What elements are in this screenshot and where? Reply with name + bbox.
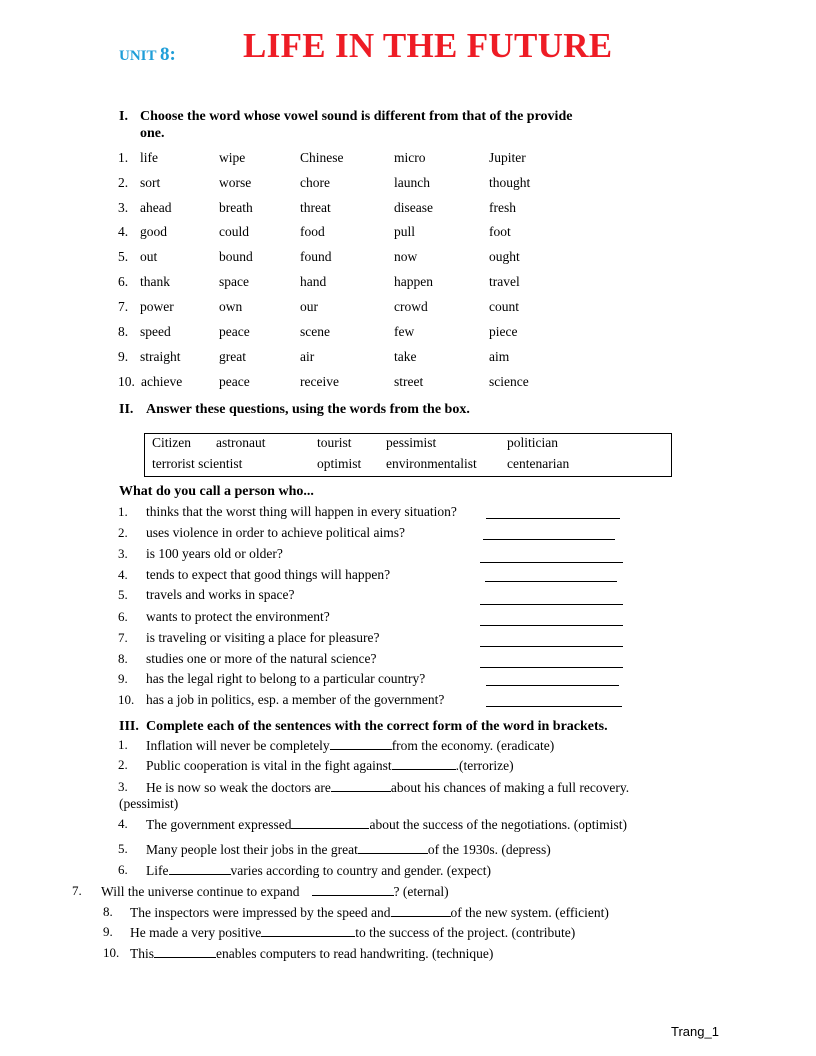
sentence-text-before: Many people lost their jobs in the great (146, 842, 358, 857)
row-number: 7. (118, 299, 129, 314)
word-option: good (140, 224, 167, 239)
question-text: has a job in politics, esp. a member of the government? (146, 692, 445, 707)
row-number: 8. (118, 324, 129, 339)
section2-subheading: What do you call a person who... (119, 484, 314, 499)
question-number: 10. (118, 692, 135, 707)
word-option: found (300, 249, 332, 264)
sentence-text-after: about the success of the negotiations. (optimist) (369, 817, 628, 832)
section1-instruction-line1: Choose the word whose vowel sound is different from that of the provide (140, 109, 573, 124)
box-word: optimist (317, 456, 362, 471)
word-option: wipe (219, 150, 246, 165)
word-option: piece (489, 324, 518, 339)
sentence-number: 1. (118, 737, 128, 752)
question-text: is 100 years old or older? (146, 546, 283, 561)
word-option: could (219, 224, 249, 239)
sentence-number: 3. (118, 779, 128, 794)
sentence-text-after: of the new system. (efficient) (450, 905, 609, 920)
word-option: science (489, 374, 529, 389)
question-number: 9. (118, 671, 128, 686)
answer-blank[interactable] (169, 862, 231, 875)
word-option: crowd (394, 299, 428, 314)
question-number: 1. (118, 504, 128, 519)
section3-numeral: III. (119, 719, 139, 734)
sentence (146, 816, 627, 833)
word-option: ought (489, 249, 520, 264)
word-option: aim (489, 349, 510, 364)
box-word: astronaut (216, 435, 266, 450)
sentence-text-after: to the success of the project. (contribute) (355, 925, 576, 940)
answer-blank[interactable] (261, 924, 355, 937)
unit-label: UNIT 8: (119, 44, 176, 65)
question-number: 3. (118, 546, 128, 561)
question-text: thinks that the worst thing will happen in every situation? (146, 504, 457, 519)
word-option: air (300, 349, 315, 364)
row-number: 2. (118, 175, 129, 190)
word-option: achieve (141, 374, 183, 389)
word-option: peace (219, 374, 250, 389)
answer-blank[interactable] (480, 562, 623, 563)
word-option: our (300, 299, 318, 314)
word-option: ahead (140, 200, 172, 215)
row-number: 6. (118, 274, 129, 289)
word-option: now (394, 249, 418, 264)
sentence-text-before: Inflation will never be completely (146, 738, 330, 753)
word-option: breath (219, 200, 253, 215)
question-text: uses violence in order to achieve political aims? (146, 525, 406, 540)
row-number: 10. (118, 374, 135, 389)
word-option: Jupiter (489, 150, 526, 165)
sentence (101, 883, 449, 900)
answer-blank[interactable] (486, 706, 622, 707)
question-number: 4. (118, 567, 128, 582)
word-option: scene (300, 324, 330, 339)
sentence (130, 904, 609, 921)
word-option: space (219, 274, 249, 289)
sentence-number: 7. (72, 883, 82, 898)
sentence-text-before: He is now so weak the doctors are (146, 780, 331, 795)
answer-blank[interactable] (330, 737, 392, 750)
row-number: 9. (118, 349, 129, 364)
word-option: travel (489, 274, 520, 289)
sentence-text-after: from the economy. (eradicate) (391, 738, 555, 753)
sentence (146, 757, 514, 774)
sentence-number: 5. (118, 841, 128, 856)
sentence-number: 8. (103, 904, 113, 919)
word-option: take (394, 349, 417, 364)
sentence-text-before: This (130, 946, 155, 961)
sentence-text-after: .(terrorize) (455, 758, 514, 773)
word-option: sort (140, 175, 161, 190)
row-number: 5. (118, 249, 129, 264)
word-option: micro (394, 150, 426, 165)
sentence-number: 2. (118, 757, 128, 772)
answer-blank[interactable] (291, 816, 369, 829)
sentence-number: 6. (118, 862, 128, 877)
word-option: life (140, 150, 158, 165)
sentence-number: 4. (118, 816, 128, 831)
answer-blank[interactable] (154, 945, 216, 958)
word-option: speed (140, 324, 171, 339)
sentence-text-before: Will the universe continue to expand (101, 884, 300, 899)
answer-blank[interactable] (480, 604, 623, 605)
word-option: out (140, 249, 158, 264)
question-number: 6. (118, 609, 128, 624)
word-option: thank (140, 274, 170, 289)
word-option: straight (140, 349, 181, 364)
sentence (146, 862, 491, 879)
page-number: Trang_1 (671, 1024, 719, 1039)
row-number: 4. (118, 224, 129, 239)
sentence (146, 841, 551, 858)
row-number: 1. (118, 150, 129, 165)
row-number: 3. (118, 200, 129, 215)
word-option: threat (300, 200, 331, 215)
question-number: 5. (118, 587, 128, 602)
box-word: environmentalist (386, 456, 477, 471)
unit-number: 8: (160, 44, 176, 65)
question-number: 2. (118, 525, 128, 540)
box-word: centenarian (507, 456, 570, 471)
word-option: count (489, 299, 519, 314)
section1-instruction-line2: one. (140, 126, 165, 141)
answer-blank[interactable] (358, 841, 428, 854)
box-word: pessimist (386, 435, 437, 450)
section2-numeral: II. (119, 402, 134, 417)
sentence (130, 945, 493, 962)
box-word: terrorist scientist (152, 456, 243, 471)
sentence-text-before: The government expressed (146, 817, 292, 832)
answer-blank[interactable] (486, 518, 620, 519)
page-title: LIFE IN THE FUTURE (243, 26, 613, 65)
word-option: thought (489, 175, 531, 190)
word-option: bound (219, 249, 253, 264)
box-word: Citizen (152, 435, 191, 450)
sentence-text-after: enables computers to read handwriting. (technique) (216, 946, 494, 961)
word-option: launch (394, 175, 430, 190)
word-option: Chinese (300, 150, 344, 165)
question-text: wants to protect the environment? (146, 609, 330, 624)
word-option: peace (219, 324, 250, 339)
answer-blank[interactable] (480, 667, 623, 668)
word-option: disease (394, 200, 433, 215)
answer-blank[interactable] (480, 646, 623, 647)
answer-blank[interactable] (312, 883, 394, 896)
box-word: politician (507, 435, 558, 450)
answer-blank[interactable] (391, 904, 451, 917)
sentence-text-after: of the 1930s. (depress) (427, 842, 551, 857)
word-option: chore (300, 175, 330, 190)
sentence (146, 779, 629, 796)
question-number: 8. (118, 651, 128, 666)
word-option: worse (219, 175, 252, 190)
answer-blank[interactable] (480, 625, 623, 626)
sentence-text-before: Public cooperation is vital in the fight against (146, 758, 392, 773)
word-option: pull (394, 224, 416, 239)
sentence-text-before: The inspectors were impressed by the speed and (130, 905, 391, 920)
word-option: few (394, 324, 415, 339)
sentence-text-after: ? (eternal) (393, 884, 449, 899)
section3-instruction: Complete each of the sentences with the correct form of the word in brackets. (146, 719, 608, 734)
answer-blank[interactable] (331, 779, 391, 792)
sentence (130, 924, 575, 941)
question-text: travels and works in space? (146, 587, 295, 602)
question-text: is traveling or visiting a place for pleasure? (146, 630, 380, 645)
sentence (146, 737, 554, 754)
answer-blank[interactable] (485, 581, 617, 582)
sentence-text-before: Life (146, 863, 169, 878)
question-text: tends to expect that good things will happen? (146, 567, 391, 582)
word-option: own (219, 299, 243, 314)
word-option: happen (394, 274, 433, 289)
word-option: receive (300, 374, 339, 389)
word-option: street (394, 374, 424, 389)
answer-blank[interactable] (392, 757, 456, 770)
box-word: tourist (317, 435, 352, 450)
sentence-number: 9. (103, 924, 113, 939)
sentence-text-before: He made a very positive (130, 925, 262, 940)
section2-instruction: Answer these questions, using the words from the box. (146, 402, 470, 417)
sentence-number: 10. (103, 945, 120, 960)
word-option: hand (300, 274, 327, 289)
sentence-continuation: (pessimist) (119, 796, 179, 811)
section1-numeral: I. (119, 109, 128, 124)
question-text: has the legal right to belong to a particular country? (146, 671, 426, 686)
word-option: fresh (489, 200, 516, 215)
sentence-text-after: varies according to country and gender. (expect) (230, 863, 492, 878)
word-option: power (140, 299, 174, 314)
question-number: 7. (118, 630, 128, 645)
answer-blank[interactable] (486, 685, 619, 686)
word-option: foot (489, 224, 511, 239)
question-text: studies one or more of the natural science? (146, 651, 377, 666)
word-option: great (219, 349, 246, 364)
word-option: food (300, 224, 325, 239)
sentence-text-after: about his chances of making a full recovery. (390, 780, 630, 795)
answer-blank[interactable] (483, 539, 615, 540)
